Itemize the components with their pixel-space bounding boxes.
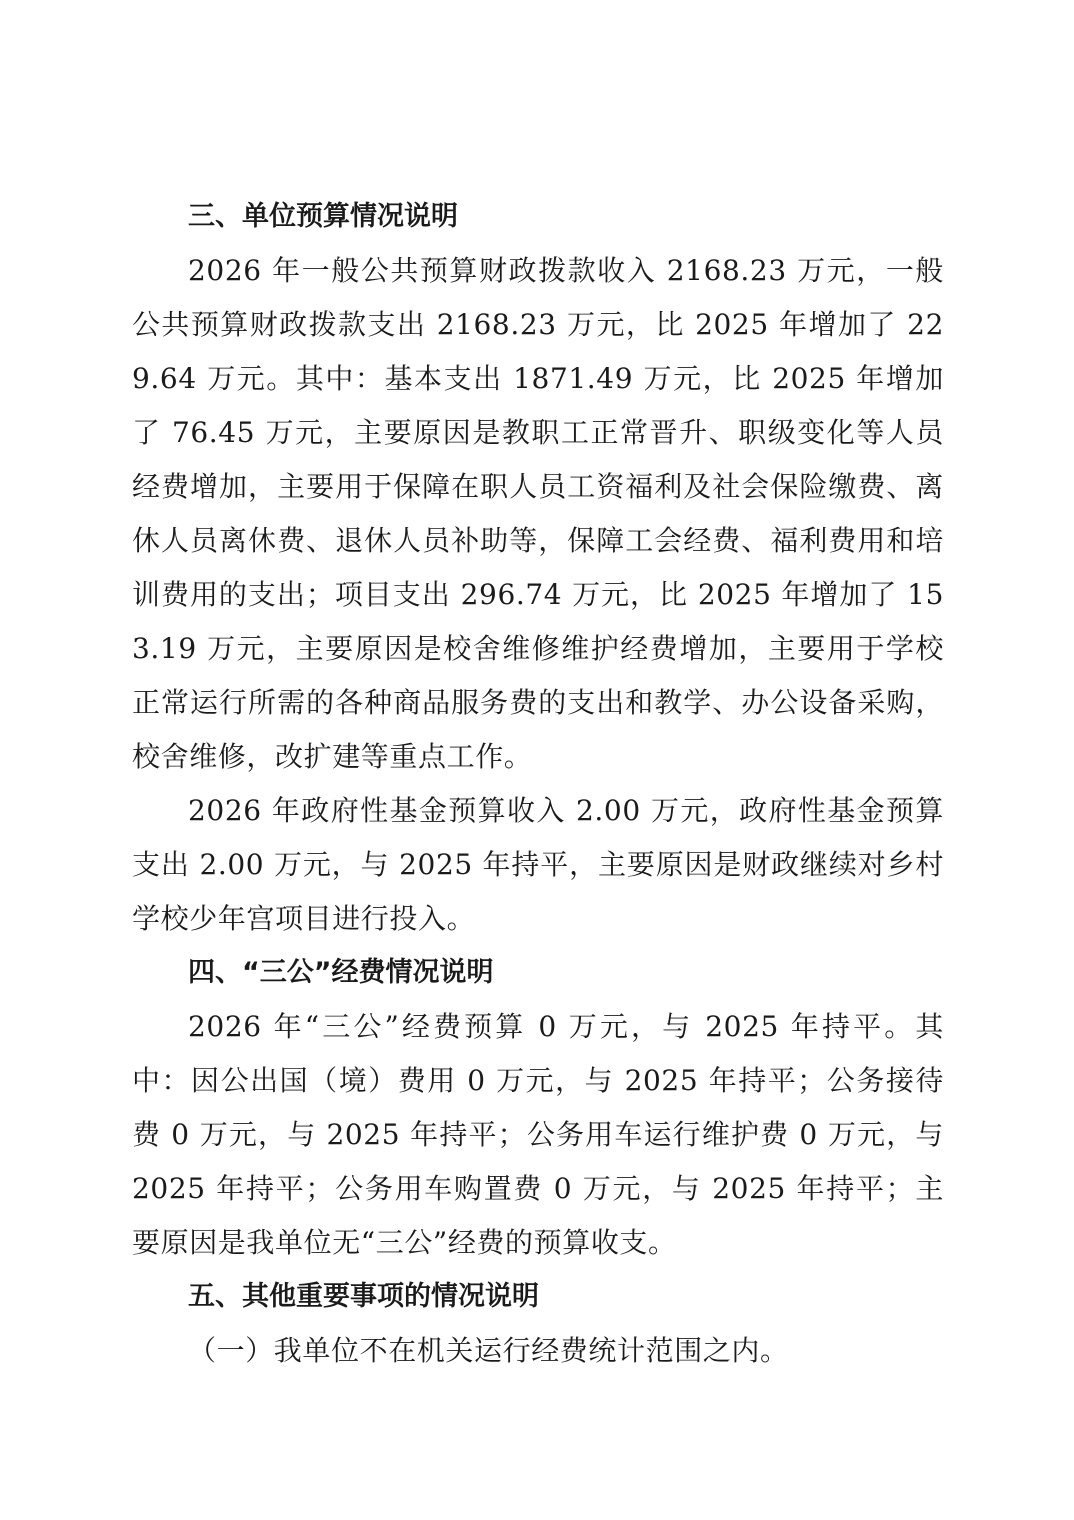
section-heading-three-public-expenses: 四、“三公”经费情况说明 [188, 957, 494, 988]
document-body [132, 190, 944, 1378]
section-heading-other-matters: 五、其他重要事项的情况说明 [188, 1281, 539, 1312]
paragraph-general-budget: 2026 年一般公共预算财政拨款收入 2168.23 万元，一般公共预算财政拨款支出 2168.23 万元，比 2025 年增加了 229.64 万元。其中：基本支出 1871.49 万元，比 2025 年增加了 76.45 万元，主要原因是教职工正常晋升、职级变化等人员经费增加，主要用于保障在职人员工资福利及社会保险缴费、离休人员离休费、退休人员补助等，保障工会经费、福利费用和培训费用的支出；项目支出 296.74 万元，比 2025 年增加了 153.19 万元，主要原因是校舍维修维护经费增加，主要用于学校正常运行所需的各种商品服务费的支出和教学、办公设备采购，校舍维修，改扩建等重点工作。 [132, 254, 944, 773]
paragraph-three-public-expenses: 2026 年“三公”经费预算 0 万元，与 2025 年持平。其中：因公出国（境）费用 0 万元，与 2025 年持平；公务接待费 0 万元，与 2025 年持平；公务用车运行维护费 0 万元，与 2025 年持平；公务用车购置费 0 万元，与 2025 年持平；主要原因是我单位无“三公”经费的预算收支。 [132, 1010, 944, 1259]
paragraph-fund-budget: 2026 年政府性基金预算收入 2.00 万元，政府性基金预算支出 2.00 万元，与 2025 年持平，主要原因是财政继续对乡村学校少年宫项目进行投入。 [132, 794, 944, 935]
paragraph-other-matters-1: （一）我单位不在机关运行经费统计范围之内。 [188, 1334, 789, 1367]
section-heading-unit-budget: 三、单位预算情况说明 [188, 201, 458, 232]
